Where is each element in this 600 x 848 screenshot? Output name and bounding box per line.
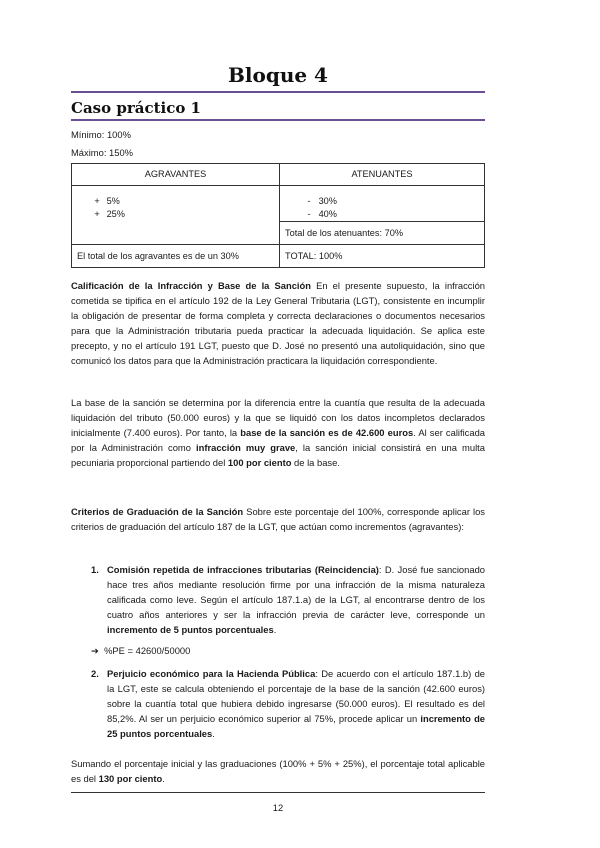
grand-total: TOTAL: 100% — [280, 245, 485, 268]
list-item: + 5% — [94, 196, 120, 206]
mitigating-header: ATENUANTES — [280, 164, 485, 186]
aggravating-cell — [72, 186, 280, 245]
paragraph-criterios: Criterios de Graduación de la Sanción Sobre este porcentaje del 100%, corresponde aplicar los criterios de graduación del artículo 187 de la LGT, que actúan como incrementos (agravantes): — [71, 506, 485, 532]
title-rule — [71, 91, 485, 93]
aggravating-list — [90, 195, 274, 221]
footer-rule — [71, 792, 485, 793]
criterion-item-perjuicio: 2. Perjuicio económico para la Hacienda Pública: De acuerdo con el artículo 187.1.b) de la LGT, este se calcula obteniendo el porcentaje de la base de la sanción (42.600 euros) sobre la cuantía total que hubiera debido ingresarse (50.000 euros). El resultado es del 85,2%. Al ser un perjuicio económico superior al 75%, procede aplicar un incremento de 25 puntos porcentuales. — [91, 668, 486, 739]
list-item: + 25% — [94, 209, 125, 219]
aggravating-header: AGRAVANTES — [72, 164, 280, 186]
criterion-item-reincidencia: 1. Comisión repetida de infracciones tributarias (Reincidencia): D. José fue sancionado hace tres años mediante resolución firme por una infracción de la misma naturaleza calificada como leve. Según el artículo 187.1.a) de la LGT, al encontrarse dentro de los cuatro años anteriores y ser la infracción previa de carácter leve, corresponde un incremento de 5 puntos porcentuales. — [91, 564, 485, 635]
paragraph-base: La base de la sanción se determina por la diferencia entre la cuantía que resulta de la adecuada liquidación del tributo (50.000 euros) y la que se liquidó con los datos incompletos declarados inicialmente (7.400 euros). Por tanto, la base de la sanción es de 42.600 euros. Al ser calificada por la Administración como infracción muy grave, la sanción inicial consistirá en una multa pecuniaria proporcional partiendo del 100 por ciento de la base. — [71, 397, 486, 468]
page-number: 12 — [272, 802, 284, 813]
mitigating-list — [302, 195, 479, 221]
list-item: - 40% — [307, 209, 337, 219]
paragraph-calificacion: Calificación de la Infracción y Base de la Sanción En el presente supuesto, la infracción cometida se tipifica en el artículo 192 de la Ley General Tributaria (LGT), consistente en incumplir la obligación de presentar de forma completa y correcta declaraciones o documentos necesarios para que la Administración tributaria pueda practicar la adecuada liquidación. Se aplica este precepto, y no el artículo 191 LGT, puesto que D. José no presentó una autoliquidación, sino que comunicó los datos para que la Administración practicara la liquidación correspondiente. — [71, 280, 485, 366]
case-title: Caso práctico 1 — [71, 99, 201, 117]
aggravating-mitigating-table — [71, 163, 485, 268]
mitigating-total: Total de los atenuantes: 70% — [280, 222, 485, 245]
list-item: - 30% — [307, 196, 337, 206]
aggravating-total: El total de los agravantes es de un 30% — [72, 245, 280, 268]
case-rule — [71, 119, 485, 121]
formula-line: ➔ %PE = 42600/50000 — [91, 645, 191, 656]
paragraph-conclusion: Sumando el porcentaje inicial y las graduaciones (100% + 5% + 25%), el porcentaje total aplicable es del 130 por ciento. — [71, 758, 485, 784]
mitigating-cell — [280, 186, 485, 222]
arrow-icon: ➔ — [91, 645, 99, 656]
maximum-line: Máximo: 150% — [71, 147, 134, 158]
minimum-line: Mínimo: 100% — [71, 129, 131, 140]
block-title: Bloque 4 — [228, 63, 328, 87]
